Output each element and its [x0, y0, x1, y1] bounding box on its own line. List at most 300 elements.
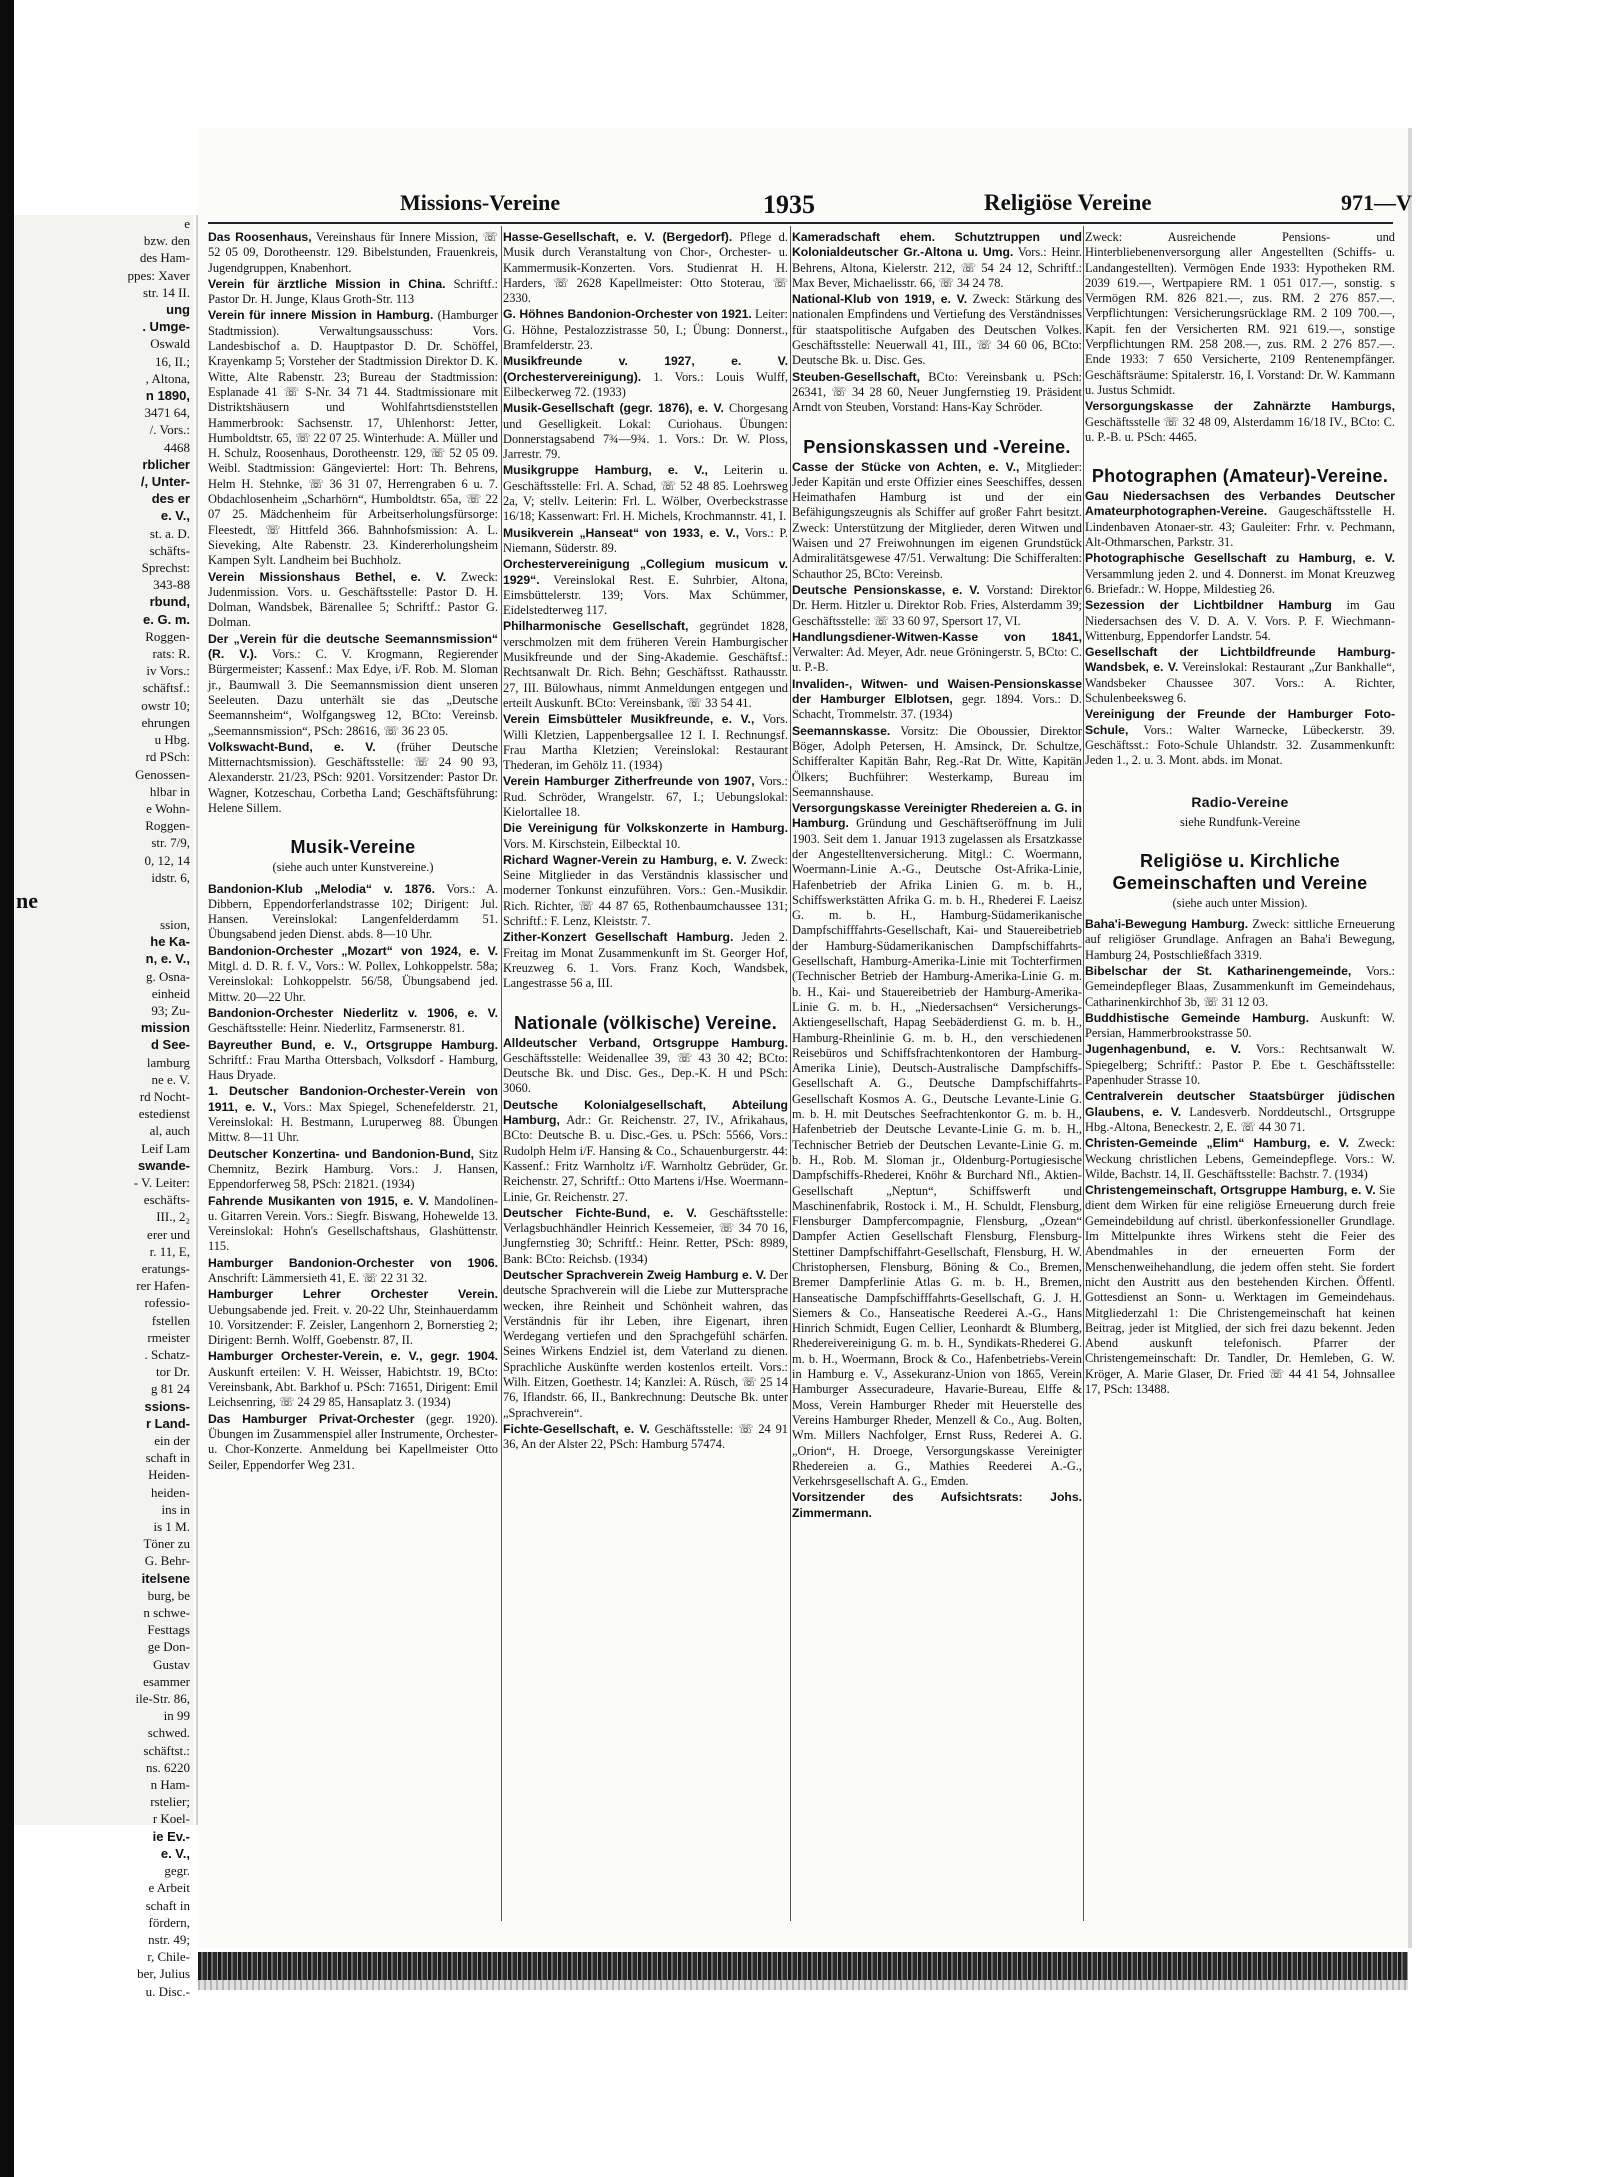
- prev-page-line: eratungs-: [141, 1260, 190, 1276]
- entry-name: Richard Wagner-Verein zu Hamburg, e. V.: [503, 852, 747, 867]
- entry-name: 1. Deutscher Bandonion-Orchester-Verein von 1911, e. V.,: [208, 1084, 498, 1114]
- entry-text: Adr.: Gr. Reichenstr. 27, IV., Afrikahaus, BCto: Deutsche B. u. Disc.-Ges. u. PSch: 5566, Vors.: Rudolph Helm i/F. Hansing & Co., Schauenburgerstr. 44: Kassenf.: Fritz Warnholtz i/F. Warnholtz Gebrüder, Gr. Reichenstr. 27, Schriftf.: Otto Martens i/Hse. Woermann-Linie, Gr. Reichenstr. 27.: [503, 1113, 788, 1204]
- prev-page-line: n 1890,: [145, 388, 190, 404]
- entry-text: Vereinslokal: Restaurant „Zur Bankhalle“, Wandsbeker Chaussee 307. Vors.: A. Richter, Schulenbeeksweg 6.: [1085, 660, 1396, 706]
- prev-page-line: heiden-: [151, 1484, 190, 1500]
- prev-page-line: ile-Str. 86,: [135, 1691, 190, 1707]
- entry-name: Der „Verein für die deutsche Seemannsmission“ (R. V.).: [208, 631, 498, 662]
- prev-page-line: iv Vors.:: [146, 663, 190, 679]
- entry-text: Chorgesang und Geselligkeit. Lokal: Curiohaus. Übungen: Donnerstagsabend 7¾—9¾. 1. Vors.: Dr. W. Ploss, Jarrestr. 79.: [503, 401, 788, 462]
- entry-name: Gesellschaft der Lichtbildfreunde Hamburg-Wandsbek, e. V.: [1085, 645, 1395, 675]
- entry-name: Kameradschaft ehem. Schutztruppen und Kolonialdeutscher Gr.-Altona u. Umg.: [792, 230, 1082, 260]
- page-edge: [1408, 128, 1412, 1948]
- prev-page-line: hlbar in: [149, 783, 190, 799]
- entry-text: Vors.: Gemeindepfleger Blaas, Zusammenkunft im Gemeindehaus, Catharinenkirchhof 3b, ☏ 31 12 03.: [1085, 963, 1395, 1009]
- column-rule: [1083, 226, 1084, 1921]
- prev-page-line: r Land-: [145, 1415, 190, 1431]
- entry-name: G. Höhnes Bandonion-Orchester von 1921.: [503, 307, 752, 322]
- prev-page-line: ie Ev.-: [152, 1828, 190, 1844]
- directory-entry: [503, 774, 788, 820]
- entry-text: Zweck: sittliche Erneuerung auf religiöser Grundlage. Anfragen an Baha'i Bewegung, Hamburg 24, Postschließfach 3319.: [1085, 917, 1395, 962]
- entry-text: Geschäftsstelle: Verlagsbuchhändler Heinrich Kessemeier, ☏ 34 70 16, Jungfernstieg 30; Schriftf.: Heinr. Retter, PSch: 8989, Bank: BCto: Reichsb. (1934): [503, 1205, 788, 1266]
- prev-page-line: n, e. V.,: [145, 951, 190, 967]
- directory-entry: [1085, 551, 1395, 597]
- directory-entry: [208, 882, 498, 943]
- header-year: 1935: [763, 190, 815, 219]
- prev-page-line: ins in: [161, 1501, 190, 1517]
- entry-name: Alldeutscher Verband, Ortsgruppe Hamburg.: [503, 1035, 788, 1050]
- directory-entry: [208, 1147, 498, 1193]
- directory-entry: [208, 1038, 498, 1084]
- prev-page-line: G. Behr-: [144, 1553, 190, 1569]
- entry-text: Vors.: Rud. Schröder, Wrangelstr. 67, I.; Uebungslokal: Kielortallee 18.: [503, 774, 789, 819]
- directory-entry: [792, 292, 1082, 368]
- prev-page-line: g. Osna-: [145, 968, 190, 984]
- entry-name: Das Hamburger Privat-Orchester: [208, 1411, 415, 1426]
- entry-text: Jeden 2. Freitag im Monat Zusammenkunft im St. Georger Hof, Kreuzweg 6. 1. Vors. Franz Koch, Wandsbek, Langestrasse 56 a, III.: [503, 930, 788, 991]
- prev-page-line: einheid: [151, 985, 190, 1001]
- directory-entry: [208, 570, 498, 631]
- directory-entry: [792, 630, 1082, 676]
- entry-text: Mitglieder: Jeder Kapitän und erste Offizier eines Seeschiffes, dessen Heimathafen Hamburg ist und der ein Befähigungszeugnis als Schiffer auf großer Fahrt besitzt. Zweck: Unterstützung der Mitglieder, deren Witwen und Waisen und 27 Freiwohnungen im eigenen Grundstück Admiralitätsgewese 47/51. Verwaltung: Die Schifferalten: Schauthor 25, BCto: Vereinsb.: [792, 459, 1083, 581]
- directory-entry: [503, 821, 788, 852]
- prev-page-line: ein der: [154, 1433, 190, 1449]
- prev-page-line: /, Unter-: [140, 474, 190, 490]
- directory-entry: [792, 583, 1082, 629]
- prev-page-line: schaft in: [145, 1450, 190, 1466]
- prev-page-line: erer und: [147, 1226, 190, 1242]
- prev-page-line: Heiden-: [148, 1467, 190, 1483]
- directory-entry: [208, 1006, 498, 1037]
- prev-page-line: - V. Leiter:: [133, 1174, 190, 1190]
- column-3: [792, 230, 1082, 1920]
- scan-gutter: [0, 0, 14, 2177]
- prev-page-line: eschäfts-: [143, 1192, 190, 1208]
- prev-page-line: Festtags: [147, 1622, 190, 1638]
- prev-page-line: tor Dr.: [156, 1364, 190, 1380]
- entry-name: Bayreuther Bund, e. V., Ortsgruppe Hamburg.: [208, 1037, 498, 1052]
- entry-text: Zweck: Weckung christlichen Lebens, Gemeindepflege. Vors.: W. Wilde, Bachstr. 14, II. Geschäftsstelle: Bachstr. 7. (1934): [1085, 1136, 1395, 1181]
- header-rule: [208, 222, 1393, 224]
- entry-name: Deutscher Konzertina- und Bandonion-Bund,: [208, 1146, 475, 1161]
- entry-name: Philharmonische Gesellschaft,: [503, 619, 689, 634]
- prev-page-line: rofessio-: [144, 1295, 190, 1311]
- prev-page-line: fstellen: [151, 1312, 190, 1328]
- directory-entry: [208, 1349, 498, 1410]
- entry-text: Schriftf.: Frau Martha Ottersbach, Volksdorf - Hamburg, Haus Dryade.: [208, 1052, 498, 1083]
- prev-page-line: Roggen-: [145, 818, 190, 834]
- prev-page-line: str. 7/9,: [151, 835, 190, 851]
- directory-entry: [792, 370, 1082, 416]
- entry-text: Leiter: G. Höhne, Pestalozzistrasse 50, I.; Übung: Donnerst., Bramfelderstr. 23.: [503, 307, 788, 353]
- prev-page-line: ssions-: [144, 1398, 190, 1414]
- section-subheading: (siehe auch unter Kunstvereine.): [272, 860, 434, 875]
- directory-entry: [1085, 1136, 1395, 1182]
- scan-border-strip: [198, 1952, 1408, 1980]
- section-heading: Radio-Vereine: [1191, 793, 1289, 810]
- prev-page-line: rats: R.: [152, 646, 190, 662]
- directory-entry: [503, 853, 788, 929]
- entry-name: Musikgruppe Hamburg, e. V.,: [503, 463, 708, 478]
- prev-page-line: ung: [166, 302, 190, 318]
- entry-text: im Gau Niedersachsen des V. D. A. V. Vors. P. F. Wiechmann-Wittenburg, Eppendorfer Landstr. 54.: [1085, 598, 1395, 643]
- entry-text: Mandolinen- u. Gitarren Verein. Vors.: Siegfr. Biswang, Hohewelde 13. Vereinslokal: Hohn's Gesellschaftshaus, Glashüttenstr. 115.: [208, 1193, 498, 1254]
- entry-text: Vors.: Walter Warnecke, Lübeckerstr. 39. Geschäftsst.: Foto-Schule Uhlandstr. 32. Zusammenkunft: Jeden 1., 2. u. 3. Mont. abds. im Monat.: [1085, 722, 1395, 768]
- entry-text: Vors. M. Kirschstein, Eilbecktal 10.: [503, 836, 681, 851]
- directory-entry: [1085, 1089, 1395, 1135]
- section-heading: Photographen (Amateur)-Vereine.: [1091, 466, 1389, 487]
- prev-page-line: e. G. m.: [143, 611, 190, 627]
- directory-entry: [1085, 645, 1395, 706]
- entry-name: Bandonion-Orchester Niederlitz v. 1906, e. V.: [208, 1005, 498, 1020]
- prev-page-line: r Koel-: [152, 1811, 190, 1827]
- prev-page-line: 0, 12, 14: [144, 852, 190, 868]
- running-header: [198, 190, 1412, 224]
- prev-page-line: e: [184, 216, 190, 231]
- directory-entry: [503, 1206, 788, 1267]
- prev-page-line: d See-: [150, 1037, 190, 1053]
- entry-name: Vorsitzender des Aufsichtsrats: Johs. Zimmermann.: [792, 1490, 1082, 1520]
- prev-page-line: e Wohn-: [146, 800, 190, 816]
- directory-entry: [503, 307, 788, 353]
- directory-entry: [503, 619, 788, 711]
- prev-page-line: schäftsf.:: [142, 680, 190, 696]
- prev-page-line: he Ka-: [150, 934, 190, 950]
- entry-name: Verein Missionshaus Bethel, e. V.: [208, 569, 447, 584]
- directory-entry: [503, 557, 788, 618]
- entry-name: Vereinigung der Freunde der Hamburger Foto-Schule,: [1085, 707, 1395, 737]
- entry-name: Steuben-Gesellschaft,: [792, 369, 921, 384]
- entry-name: Fichte-Gesellschaft, e. V.: [503, 1421, 650, 1436]
- section-heading: Musik-Vereine: [290, 837, 416, 858]
- entry-name: Fahrende Musikanten von 1915, e. V.: [208, 1193, 429, 1208]
- entry-name: Jugenhagenbund, e. V.: [1085, 1042, 1242, 1057]
- entry-text: Leiterin u. Geschäftsstelle: Frl. A. Schad, ☏ 52 48 85. Loehrsweg 2a, V; stellv. Leiterin: Frl. L. Wölber, Overbeckstrasse 16/18; Kassenwart: Frl. H. Michels, Krochmannstr. 41, I.: [503, 463, 789, 524]
- entry-name: Das Roosenhaus,: [208, 230, 312, 244]
- prev-page-line: ne e. V.: [151, 1071, 190, 1087]
- entry-name: Christen-Gemeinde „Elim“ Hamburg, e. V.: [1085, 1136, 1350, 1151]
- entry-text: gegründet 1828, verschmolzen mit dem früheren Verein Hamburgischer Musikfreunde und der Sing-Akademie. Geschäftsf.: Rechtsanwalt Dr. Rich. Behn; Geschäftsst. Rathausstr. 27, III. Bülowhaus, nimmt Anmeldungen entgegen und erteilt Auskunft. BCto: Vereinsbank, ☏ 33 54 41.: [503, 619, 788, 710]
- entry-text: Zweck: Seine Mitglieder in das Verständnis klassischer und moderner Tonkunst einzuführen. Vors.: Gen.-Musikdir. Rich. Richter, ☏ 44 87 65, Rothenbaumchaussee 131; Schriftf.: F. Lenz, Kleiststr. 7.: [503, 852, 788, 929]
- directory-entry: [792, 230, 1082, 291]
- directory-entry: [503, 1422, 788, 1453]
- entry-text: Pflege d. Musik durch Veranstaltung von Chor-, Orchester- u. Kammermusik-Konzerten. Vors. Studienrat H. H. Harders, ☏ 2628 Kapellmeister: Otto Stoterau, ☏ 2330.: [503, 230, 788, 306]
- prev-page-line: owstr 10;: [141, 697, 190, 713]
- entry-text: Zweck: Ausreichende Pensions- und Hinterbliebenenversorgung aller Angestellten (Schiffs- u. Landangestellten). Vermögen Ende 1933: Hypotheken RM. 2039 619.—, Wertpapiere RM. 1 051 017.—, sonstig. s Vermögen RM. 826 821.—, zus. RM. 2 276 857.—. Verpflichtungen: Versicherungsrücklage RM. 2 109 700.—, Kapit. fen der Versicherten RM. 921 619.—, sonstige Verpflichtungen RM. 258 208.—, zus. RM. 2 276 857.—. Ende 1933: 7 650 Versicherte, 2109 Rentenempfänger. Geschäftsräume: Spitalerstr. 16, I. Vorstand: Dr. W. Kammann u. Justus Schmidt.: [1085, 230, 1395, 397]
- column-rule: [501, 226, 502, 1921]
- directory-entry: [208, 277, 498, 308]
- directory-entry: [503, 1268, 788, 1421]
- scan-border-strip: [198, 1980, 1408, 1990]
- directory-entry: [503, 463, 788, 524]
- entry-name: Sezession der Lichtbildner Hamburg: [1085, 598, 1332, 613]
- directory-entry: [208, 230, 498, 276]
- prev-page-line: 16, II.;: [154, 353, 190, 369]
- prev-page-line: al, auch: [149, 1123, 190, 1139]
- prev-page-line: /. Vors.:: [149, 422, 190, 438]
- entry-name: Die Vereinigung für Volkskonzerte in Hamburg.: [503, 821, 788, 836]
- entry-text: Geschäftsstelle: ☏ 24 91 36, An der Alster 22, PSch: Hamburg 57474.: [503, 1421, 788, 1452]
- prev-page-line: esammer: [143, 1673, 190, 1689]
- entry-name: Seemannskasse.: [792, 723, 891, 738]
- section-subheading: (siehe auch unter Mission).: [1172, 895, 1308, 910]
- directory-entry: [503, 712, 788, 773]
- directory-entry: [208, 308, 498, 568]
- prev-page-line: rblicher: [142, 456, 190, 472]
- entry-name: Versorgungskasse Vereinigter Rhedereien a. G. in Hamburg.: [792, 801, 1082, 831]
- entry-text: (gegr. 1920). Übungen im Zusammenspiel aller Instrumente, Orchester- u. Chor-Konzerte. Anmeldung bei Kapellmeister Otto Seiler, Eppendorfer Weg 231.: [208, 1411, 498, 1472]
- directory-entry: [1085, 1183, 1395, 1397]
- column-2: [503, 230, 788, 1920]
- prev-page-line: Töner zu: [143, 1536, 190, 1552]
- prev-page-line: Oswald: [150, 336, 190, 352]
- directory-entry: [1085, 917, 1395, 963]
- prev-page-line: ge Don-: [147, 1639, 190, 1655]
- prev-page-line: rd PSch:: [145, 749, 190, 765]
- directory-entry: [503, 230, 788, 306]
- prev-page-line: Genossen-: [135, 766, 190, 782]
- directory-entry: [503, 526, 788, 557]
- entry-name: Christengemeinschaft, Ortsgruppe Hamburg, e. V.: [1085, 1183, 1376, 1198]
- prev-page-line: Leif Lam: [141, 1140, 190, 1156]
- entry-name: Verein für innere Mission in Hamburg.: [208, 308, 434, 323]
- directory-entry: [1085, 230, 1395, 398]
- prev-page-line: des Ham-: [139, 250, 190, 266]
- entry-text: Uebungsabende jed. Freit. v. 20-22 Uhr, Steinhauerdamm 10. Vorsitzender: F. Zeisler, Langenhorn 2, Bornerstieg 2; Dirigent: Bernh. Wolff, Goebenstr. 87, II.: [208, 1302, 498, 1348]
- prev-page-line: , Altona,: [145, 370, 190, 386]
- page-number: 971—V: [1341, 190, 1412, 215]
- prev-page-line: ber, Julius: [137, 1966, 190, 1982]
- entry-name: Versorgungskasse der Zahnärzte Hamburgs,: [1085, 399, 1395, 414]
- prev-page-line: Gustav: [153, 1656, 190, 1672]
- section-heading: Pensionskassen und -Vereine.: [803, 436, 1071, 457]
- prev-page-line: . Umge-: [142, 319, 190, 335]
- directory-entry: [208, 1194, 498, 1255]
- entry-text: Vereinshaus für Innere Mission, ☏ 52 05 09, Dorotheenstr. 129. Bibelstunden, Frauenkreis, Jugendgruppen, Knabenhort.: [208, 230, 498, 275]
- directory-entry: [792, 801, 1082, 1489]
- prev-page-line: itelsene: [141, 1570, 190, 1586]
- entry-text: Auskunft erteilen: V. H. Weisser, Habichtstr. 19, BCto: Vereinsbank, Abt. Barkhof u. PSch: 71651, Dirigent: Emil Leichsenring, ☏ 24 29 85, Hansaplatz 3. (1934): [208, 1364, 498, 1410]
- prev-page-line: u. Disc.-: [145, 1983, 190, 1999]
- prev-page-line: schäftst.:: [143, 1742, 190, 1758]
- prev-page-line: 93; Zu-: [151, 1002, 190, 1018]
- directory-entry: [208, 1256, 498, 1287]
- entry-text: Geschäftsstelle: Weidenallee 39, ☏ 43 30 42; BCto: Deutsche Bk. und Disc. Ges., Dep.-K. H und PSch: 3060.: [503, 1050, 788, 1096]
- prev-page-line: rbund,: [149, 594, 190, 610]
- entry-name: Bandonion-Klub „Melodia“ v. 1876.: [208, 881, 436, 896]
- prev-page-line: u Hbg.: [154, 732, 190, 748]
- entry-text: Auskunft: W. Persian, Hammerbrookstrasse 50.: [1085, 1010, 1395, 1041]
- entry-name: Baha'i-Bewegung Hamburg.: [1085, 917, 1249, 932]
- directory-entry: [503, 930, 788, 991]
- entry-name: Bandonion-Orchester „Mozart“ von 1924, e. V.: [208, 943, 498, 958]
- directory-entry: [208, 1412, 498, 1473]
- prev-page-line: n schwe-: [143, 1605, 190, 1621]
- entry-name: Hamburger Bandonion-Orchester von 1906.: [208, 1255, 498, 1270]
- column-rule: [790, 226, 791, 1921]
- entry-text: Vors.: A. Dibbern, Eppendorferlandstrasse 102; Dirigent: Jul. Hansen. Vereinslokal: Langenfelderdamm 51. Übungsabend jeden Dienst. abds. 8—10 Uhr.: [208, 881, 499, 942]
- entry-name: Casse der Stücke von Achten, e. V.,: [792, 459, 1020, 474]
- section-heading: Religiöse u. Kirchliche Gemeinschaften und Vereine: [1112, 850, 1368, 893]
- entry-name: Centralverein deutscher Staatsbürger jüdischen Glaubens, e. V.: [1085, 1089, 1395, 1119]
- directory-entry: [503, 1036, 788, 1097]
- directory-entry: [792, 677, 1082, 723]
- directory-entry: [1085, 1042, 1395, 1088]
- prev-page-line: nstr. 49;: [148, 1931, 190, 1947]
- prev-page-line: is 1 M.: [153, 1519, 190, 1535]
- entry-name: Volkswacht-Bund, e. V.: [208, 739, 376, 754]
- entry-name: Musikverein „Hanseat“ von 1933, e. V.,: [503, 525, 740, 540]
- entry-text: Vors.: Heinr. Behrens, Altona, Kielerstr. 212, ☏ 54 24 12, Schriftf.: Max Bever, Michaelisstr. 66, ☏ 34 24 78.: [792, 245, 1083, 290]
- entry-text: Vors.: C. V. Krogmann, Regierender Bürgermeister; Kassenf.: Max Edye, i/F. Rob. M. Sloman jr., Baumwall 3. Die Seemannsmission dient unseren Seeleuten. Dazu unterhält sie das „Deutsche Seemannsheim“, Wolfgangsweg 12, BCto: Vereinsb. „Seemannsmission“, PSch: 28616, ☏ 36 23 05.: [208, 647, 498, 738]
- directory-entry: [208, 1084, 498, 1145]
- previous-page-fragment: [14, 215, 194, 1999]
- prev-page-line: r, Chile-: [147, 1949, 190, 1965]
- entry-text: Vereinslokal Rest. E. Suhrbier, Altona, Eimsbüttelerstr. 139; Vors. Max Schümmer, Eidelstedterweg 117.: [503, 572, 789, 618]
- entry-name: Verein für ärztliche Mission in China.: [208, 276, 446, 291]
- entry-text: Vors.: Rechtsanwalt W. Spiegelberg; Schriftf.: Pastor P. Ebe t. Geschäftsstelle: Papenhuder Strasse 10.: [1085, 1042, 1395, 1088]
- entry-text: Anschrift: Lämmersieth 41, E. ☏ 22 31 32.: [208, 1271, 428, 1285]
- prev-page-line: Roggen-: [145, 628, 190, 644]
- prev-page-line: ehrungen: [141, 714, 190, 730]
- entry-text: Zweck: Stärkung des nationalen Empfindens und Vertiefung des Verständnisses für staatspolitische Aufgaben des Deutschen Volkes. Geschäftsstelle: Neuerwall 41, III., ☏ 34 60 06, BCto: Deutsche Bk. u. Disc. Ges.: [792, 292, 1082, 368]
- entry-name: Deutsche Pensionskasse, e. V.: [792, 582, 980, 597]
- prev-page-line: estedienst: [138, 1106, 190, 1122]
- entry-text: Versammlung jeden 2. und 4. Donnerst. im Monat Kreuzweg 6. Briefadr.: W. Hoppe, Mildestieg 26.: [1085, 566, 1395, 596]
- entry-text: Zweck: Judenmission. Vors. u. Geschäftsstelle: Pastor D. H. Dolman, Wandsbek, Bärenallee 5; Schriftf.: Pastor G. Dolman.: [208, 569, 498, 630]
- entry-text: Landesverb. Norddeutschl., Ortsgruppe Hbg.-Altona, Beneckestr. 2, E. ☏ 44 30 71.: [1085, 1104, 1395, 1134]
- prev-page-line: lamburg: [146, 1054, 190, 1070]
- prev-page-line: . Schatz-: [144, 1347, 190, 1362]
- entry-text: Mitgl. d. D. R. f. V., Vors.: W. Pollex, Lohkoppelstr. 58a; Vereinslokal: Lohkoppelstr. 56/58, Übungsabend jed. Mittw. 20—22 Uhr.: [208, 959, 498, 1004]
- prev-page-line: mission: [140, 1020, 190, 1036]
- prev-page-line: ssion,: [160, 916, 190, 932]
- entry-name: National-Klub von 1919, e. V.: [792, 292, 968, 307]
- entry-text: BCto: Vereinsbank u. PSch: 26341, ☏ 34 28 60, Neuer Jungfernstieg 19. Präsident Arndt von Steuben, Vorstand: Hans-Kay Schröder.: [792, 369, 1082, 415]
- prev-page-line: schaft in: [145, 1897, 190, 1913]
- directory-entry: [792, 724, 1082, 800]
- entry-name: Hasse-Gesellschaft, e. V. (Bergedorf).: [503, 230, 733, 244]
- directory-entry: [208, 944, 498, 1005]
- directory-entry: [503, 1098, 788, 1205]
- prev-page-line: ppes: Xaver: [127, 267, 190, 283]
- entry-text: Vorsitz: Die Oboussier, Direktor Böger, Adolph Petersen, H. Amsinck, Dr. Schultze, Schifferalter Kapitän Bahr, Reg.-Rat Dr. Witte, Kapitän Ölkers; Buchführer: Westerkamp, Bureau im Seemannshause.: [792, 723, 1083, 799]
- prev-page-line: r. 11, E,: [149, 1243, 190, 1259]
- entry-text: Vors. Willi Kletzien, Lappenbergsallee 12 I. I. Rechnungsf. Frau Martha Kletzien; Vereinslokal: Restaurant Thederan, im Gehölz 11. (1934): [503, 712, 788, 773]
- prev-page-line: Sprechst:: [141, 560, 190, 576]
- section-subheading: siehe Rundfunk-Vereine: [1179, 814, 1301, 829]
- header-left-title: Missions-Vereine: [400, 190, 561, 215]
- prev-page-line: 4468: [164, 439, 190, 455]
- entry-text: (früher Deutsche Mitternachtsmission). Geschäftsstelle: ☏ 24 90 93, Alexanderstr. 21/23, PSch: 9201. Vorsitzender: Pastor Dr. Wagner, Kotzeschau, Corbetha Land; Geschäftsführung: Helene Sillem.: [208, 739, 498, 815]
- entry-name: Buddhistische Gemeinde Hamburg.: [1085, 1010, 1310, 1025]
- prev-page-line: st. a. D.: [149, 525, 190, 541]
- entry-text: Vors.: P. Niemann, Süderstr. 89.: [503, 525, 789, 555]
- prev-page-line: gegr.: [164, 1863, 190, 1879]
- prev-page-line: III., 2₂: [156, 1209, 190, 1225]
- prev-page-line: schäfts-: [149, 542, 190, 558]
- entry-name: Musik-Gesellschaft (gegr. 1876), e. V.: [503, 401, 724, 416]
- entry-text: Geschäftsstelle ☏ 32 48 09, Alsterdamm 16/18 IV., BCto: C. u. P.-B. u. PSch: 4465.: [1085, 414, 1395, 444]
- entry-name: Invaliden-, Witwen- und Waisen-Pensionskasse der Hamburger Elblotsen,: [792, 676, 1082, 707]
- prev-page-line: bzw. den: [143, 233, 190, 249]
- entry-text: Sitz Chemnitz, Bezirk Hamburg. Vors.: J. Hansen, Eppendorferweg 58, PSch: 21821. (1934): [208, 1146, 498, 1192]
- directory-entry: [503, 401, 788, 462]
- entry-name: Deutscher Fichte-Bund, e. V.: [503, 1205, 697, 1220]
- directory-entry: [1085, 489, 1395, 550]
- prev-page-line: rer Hafen-: [136, 1278, 190, 1294]
- entry-name: Verein Hamburger Zitherfreunde von 1907,: [503, 774, 755, 789]
- directory-entry: [1085, 707, 1395, 768]
- entry-text: Vorstand: Direktor Dr. Herm. Hitzler u. Direktor Rob. Fries, Alsterdamm 39; Geschäftsstelle: ☏ 33 60 97, Spersort 17, VI.: [792, 582, 1082, 628]
- directory-entry: [792, 460, 1082, 582]
- prev-page-line: str. 14 II.: [143, 284, 190, 300]
- prev-page-line: schwed.: [147, 1725, 190, 1741]
- prev-page-line: in 99: [163, 1708, 190, 1724]
- prev-page-line: ns. 6220: [145, 1759, 190, 1775]
- entry-name: Photographische Gesellschaft zu Hamburg, e. V.: [1085, 551, 1395, 566]
- entry-text: Sie dient dem Wirken für eine religiöse Erneuerung durch freie Gemeindebildung auf christl. überkonfessioneller Grundlage. Im Mittelpunkte ihres Wirkens steht die Feier des Abendmahles in der erneuerten Form der Menschenweihehandlung, die jedem offen steht. Sie fordert nicht den Austritt aus den bestehenden Kirchen. Öffentl. Gottesdienst an Sonn- u. Werktagen im Gemeindehaus. Mitgliederzahl 1: Die Christengemeinschaft hat keinen Beitrag, jeder ist Mitglied, der sich frei dazu bekennt. Jeden Abend auskunft telefonisch. Pfarrer der Christengemeinschaft: Dr. Tandler, Dr. Hemleben, G. W. Kröger, A. Marie Glaser, Dr. Fried ☏ 44 41 54, Johnsallee 17, PSch: 13488.: [1085, 1183, 1395, 1396]
- header-right-title: Religiöse Vereine: [984, 190, 1152, 215]
- entry-text: Vors.: Max Spiegel, Schenefelderstr. 21, Vereinslokal: H. Bestmann, Luruperweg 88. Übungen Mittw. 8—11 Uhr.: [208, 1099, 499, 1145]
- prev-page-line: des er: [151, 491, 190, 507]
- prev-page-line: idstr. 6,: [151, 869, 190, 885]
- prev-page-line: 3471 64,: [144, 405, 190, 421]
- prev-page-line: e. V.,: [160, 508, 190, 524]
- entry-text: Verwalter: Ad. Meyer, Adr. neue Gröningerstr. 5, BCto: C. u. P.-B.: [792, 645, 1082, 675]
- entry-name: Deutsche Kolonialgesellschaft, Abteilung Hamburg,: [503, 1097, 788, 1128]
- prev-page-line: e. V.,: [160, 1845, 190, 1861]
- entry-text: gegr. 1894. Vors.: D. Schacht, Trommelstr. 37. (1934): [792, 692, 1082, 722]
- entry-text: Geschäftsstelle: Heinr. Niederlitz, Farmsenerstr. 81.: [208, 1021, 465, 1036]
- prev-page-line: rd Nocht-: [139, 1088, 190, 1104]
- entry-text: 1. Vors.: Louis Wulff, Eilbeckerweg 72. (1933): [503, 369, 788, 399]
- entry-text: (Hamburger Stadtmission). Verwaltungsausschuss: Vors. Landesbischof a. D. Hauptpastor D. Dr. Schöffel, Krayenkamp 5; Vorsteher der Stadtmission Direktor D. K. Witte, Alte Rabenstr. 23; Bureau der Stadtmission: Esplanade 41 ☏ S-Nr. 34 71 44. Stadtmissionare mit Distriktshäusern und Wohlfahrtsdienststellen Hammerbrook: Sachsenstr. 17, Uhlenhorst: Jetter, Humboldtstr. 65, ☏ 22 07 25. Winterhude: A. Müller und H. Schulz, Roosenhaus, Dorotheenstr. 129, ☏ 52 05 09. Weibl. Stadtmission: Gängeviertel: Hort: Th. Behrens, Helm H. Stehnke, ☏ 36 31 07, Herrengraben 6 u. 7. Obdachlosenheim „Scharhörn“, Humboldtstr. 65a, ☏ 22 07 25. Mädchenheim für Arbeitserholungsfürsorge: Fleestedt, ☏ Hittfeld 366. Bahnhofsmission: A. L. Sieveking, Alte Rabenstr. 23. Kindererholungsheim Kampen Sylt. Landheim bei Buchholz.: [208, 308, 498, 568]
- prev-page-line: 343-88: [153, 577, 190, 593]
- entry-text: Gaugeschäftsstelle H. Lindenbaven Atonaer-str. 43; Gauleiter: Frhr. v. Pechmann, Alt-Othmarschen, Parkstr. 31.: [1085, 504, 1395, 550]
- directory-entry: [792, 1490, 1082, 1521]
- entry-name: Musikfreunde v. 1927, e. V. (Orchestervereinigung).: [503, 354, 788, 384]
- directory-entry: [208, 1287, 498, 1348]
- prev-page-line: g 81 24: [151, 1381, 190, 1397]
- directory-entry: [1085, 399, 1395, 445]
- prev-page-line: fördern,: [148, 1914, 190, 1930]
- entry-name: Hamburger Orchester-Verein, e. V., gegr. 1904.: [208, 1349, 498, 1364]
- prev-page-line: swande-: [137, 1157, 190, 1173]
- entry-name: Handlungsdiener-Witwen-Kasse von 1841,: [792, 629, 1082, 644]
- prev-page-line: n Ham-: [150, 1777, 190, 1793]
- directory-entry: [1085, 964, 1395, 1010]
- prev-page-line: rmeister: [147, 1329, 190, 1345]
- column-1: [208, 230, 498, 1920]
- entry-name: Deutscher Sprachverein Zweig Hamburg e. V.: [503, 1268, 767, 1282]
- entry-name: Verein Eimsbütteler Musikfreunde, e. V.,: [503, 712, 755, 727]
- directory-entry: [1085, 1011, 1395, 1042]
- column-4: [1085, 230, 1395, 1920]
- directory-entry: [208, 632, 498, 739]
- entry-name: Orchestervereinigung „Collegium musicum v. 1929“.: [503, 557, 788, 587]
- directory-entry: [208, 740, 498, 816]
- entry-name: Gau Niedersachsen des Verbandes Deutscher Amateurphotographen-Vereine.: [1085, 489, 1395, 519]
- prev-page-line: ne: [16, 887, 38, 913]
- directory-entry: [1085, 598, 1395, 644]
- entry-name: Zither-Konzert Gesellschaft Hamburg.: [503, 930, 734, 945]
- entry-name: Hamburger Lehrer Orchester Verein.: [208, 1287, 498, 1302]
- entry-name: Bibelschar der St. Katharinengemeinde,: [1085, 963, 1352, 978]
- directory-entry: [503, 354, 788, 400]
- prev-page-line: e Arbeit: [148, 1880, 190, 1896]
- section-heading: Nationale (völkische) Vereine.: [513, 1012, 778, 1033]
